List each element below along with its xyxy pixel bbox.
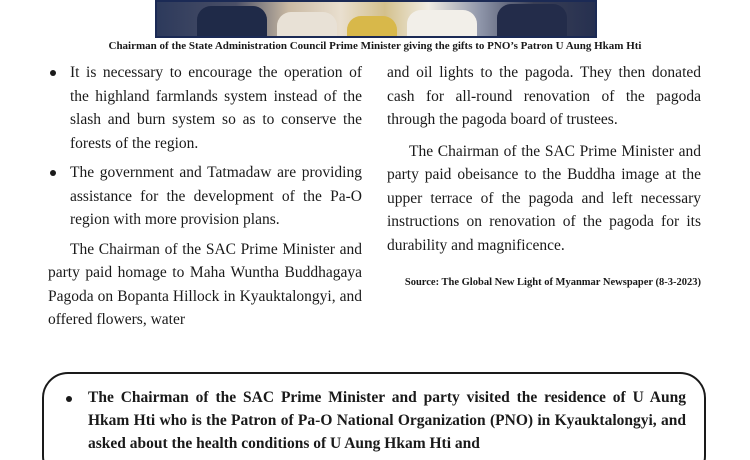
photo-figure [497, 4, 567, 36]
photo-figure [197, 6, 267, 36]
bullet-item [48, 61, 362, 155]
bullet-text: It is necessary to encourage the operation of the highland farmlands system instead of the slash and burn system so as to conserve the forests of the region. [70, 64, 362, 152]
right-column [387, 61, 701, 295]
highlight-text: The Chairman of the SAC Prime Minister and party visited the residence of U Aung Hkam Hti who is the Patron of Pa-O National Organization (PNO) in Kyauktalongyi, and asked about the health conditions of U Aung Hkam Hti and [88, 389, 686, 452]
body-paragraph: and oil lights to the pagoda. They then donated cash for all-round renovation of the pagoda through the pagoda board of trustees. [387, 64, 701, 128]
bullet-icon [66, 396, 72, 402]
photo-figure [277, 12, 337, 36]
body-paragraph: The Chairman of the SAC Prime Minister and party paid obeisance to the Buddha image at the upper terrace of the pagoda and left necessary instructions on renovation of the pagoda for its durability and magnificence. [387, 142, 701, 254]
photo-figure [407, 10, 477, 36]
bullet-text: The government and Tatmadaw are providing assistance for the development of the Pa-O region with more provision plans. [70, 164, 362, 228]
photo-gift [347, 16, 397, 36]
source-citation: Source: The Global New Light of Myanmar Newspaper (8-3-2023) [404, 277, 701, 288]
news-photo [155, 0, 597, 38]
bullet-icon [50, 170, 56, 176]
body-paragraph: The Chairman of the SAC Prime Minister and party paid homage to Maha Wuntha Buddhagaya Pagoda on Bopanta Hillock in Kyauktalongyi, and offered flowers, water [48, 240, 362, 328]
bullet-item [48, 161, 362, 232]
photo-caption: Chairman of the State Administration Council Prime Minister giving the gifts to PNO’s Patron U Aung Hkam Hti [108, 40, 642, 52]
left-column [48, 61, 362, 340]
bullet-icon [50, 70, 56, 76]
highlight-box [42, 372, 706, 460]
